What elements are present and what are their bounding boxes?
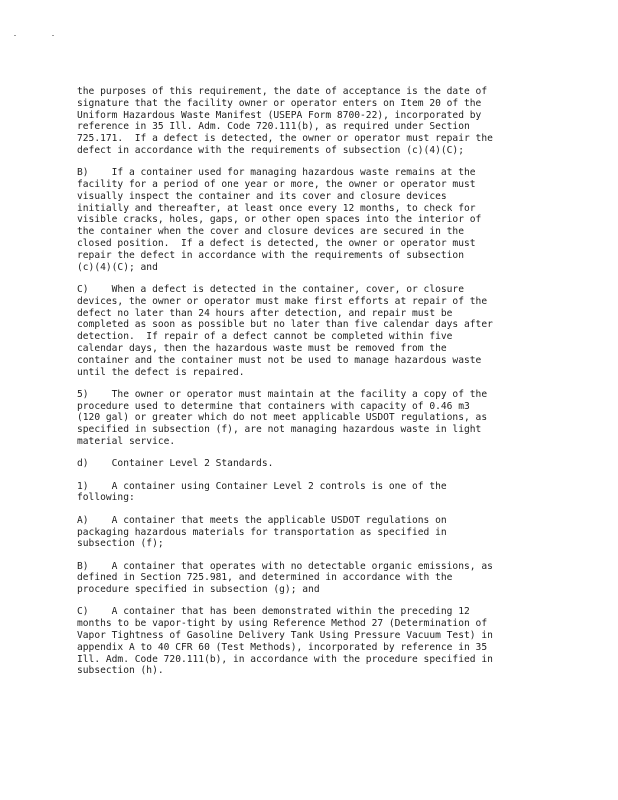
text-line: B) If a container used for managing hazardous waste remains at the: [77, 167, 476, 179]
text-line: the container when the cover and closure devices are secured in the: [77, 226, 464, 238]
text-line: appendix A to 40 CFR 60 (Test Methods), incorporated by reference in 35: [77, 641, 488, 653]
scan-speck: [52, 35, 54, 36]
text-line: C) A container that has been demonstrated within the preceding 12: [77, 606, 470, 618]
text-line: defect no later than 24 hours after detection, and repair must be: [77, 307, 453, 319]
regulation-text: [77, 86, 547, 688]
text-line: procedure specified in subsection (g); and: [77, 584, 320, 596]
text-line: visible cracks, holes, gaps, or other open spaces into the interior of: [77, 214, 482, 226]
text-line: the purposes of this requirement, the date of acceptance is the date of: [77, 86, 488, 97]
text-line: container and the container must not be used to manage hazardous waste: [77, 354, 482, 366]
text-line: packaging hazardous materials for transportation as specified in: [77, 526, 447, 538]
text-line: d) Container Level 2 Standards.: [77, 458, 274, 470]
text-line: A) A container that meets the applicable USDOT regulations on: [77, 514, 447, 526]
text-line: Vapor Tightness of Gasoline Delivery Tank Using Pressure Vacuum Test) in: [77, 630, 493, 642]
text-line: 5) The owner or operator must maintain at the facility a copy of the: [77, 388, 488, 400]
text-line: procedure used to determine that containers with capacity of 0.46 m3: [77, 400, 470, 412]
text-line: until the defect is repaired.: [77, 366, 245, 378]
text-line: Ill. Adm. Code 720.111(b), in accordance with the procedure specified in: [77, 653, 493, 665]
text-line: (120 gal) or greater which do not meet applicable USDOT regulations, as: [77, 412, 488, 424]
text-line: months to be vapor-tight by using Reference Method 27 (Determination of: [77, 618, 488, 630]
text-line: devices, the owner or operator must make first efforts at repair of the: [77, 295, 488, 307]
paragraph-para-d1: [77, 481, 547, 505]
text-line: B) A container that operates with no detectable organic emissions, as: [77, 560, 493, 572]
text-line: defect in accordance with the requirements of subsection (c)(4)(C);: [77, 144, 464, 156]
text-line: Uniform Hazardous Waste Manifest (USEPA Form 8700-22), incorporated by: [77, 109, 482, 121]
text-line: specified in subsection (f), are not managing hazardous waste in light: [77, 424, 482, 436]
paragraph-para-c3-b: [77, 167, 547, 273]
text-line: calendar days, then the hazardous waste must be removed from the: [77, 342, 447, 354]
text-line: (c)(4)(C); and: [77, 261, 158, 273]
text-line: closed position. If a defect is detected, the owner or operator must: [77, 238, 476, 250]
text-line: C) When a defect is detected in the container, cover, or closure: [77, 283, 464, 295]
paragraph-para-c5: [77, 389, 547, 448]
text-line: detection. If repair of a defect cannot be completed within five: [77, 331, 453, 343]
text-line: material service.: [77, 436, 176, 448]
text-line: 725.171. If a defect is detected, the owner or operator must repair the: [77, 133, 493, 145]
text-line: reference in 35 Ill. Adm. Code 720.111(b), as required under Section: [77, 121, 470, 133]
paragraph-para-d1-a: [77, 515, 547, 550]
paragraph-para-d1-b: [77, 561, 547, 596]
paragraph-para-c4-c: [77, 284, 547, 378]
text-line: initially and thereafter, at least once every 12 months, to check for: [77, 202, 476, 214]
paragraph-para-d1-c: [77, 606, 547, 677]
text-line: subsection (f);: [77, 538, 164, 550]
text-line: following:: [77, 492, 135, 504]
text-line: repair the defect in accordance with the requirements of subsection: [77, 249, 464, 261]
text-line: subsection (h).: [77, 665, 164, 677]
text-line: defined in Section 725.981, and determined in accordance with the: [77, 572, 453, 584]
text-line: 1) A container using Container Level 2 controls is one of the: [77, 480, 447, 492]
text-line: completed as soon as possible but no later than five calendar days after: [77, 319, 493, 331]
paragraph-para-c3-continued: [77, 86, 547, 157]
text-line: facility for a period of one year or more, the owner or operator must: [77, 179, 476, 191]
scan-speck: [14, 35, 16, 36]
text-line: visually inspect the container and its cover and closure devices: [77, 190, 447, 202]
text-line: signature that the facility owner or operator enters on Item 20 of the: [77, 97, 482, 109]
paragraph-para-d-heading: [77, 458, 547, 470]
